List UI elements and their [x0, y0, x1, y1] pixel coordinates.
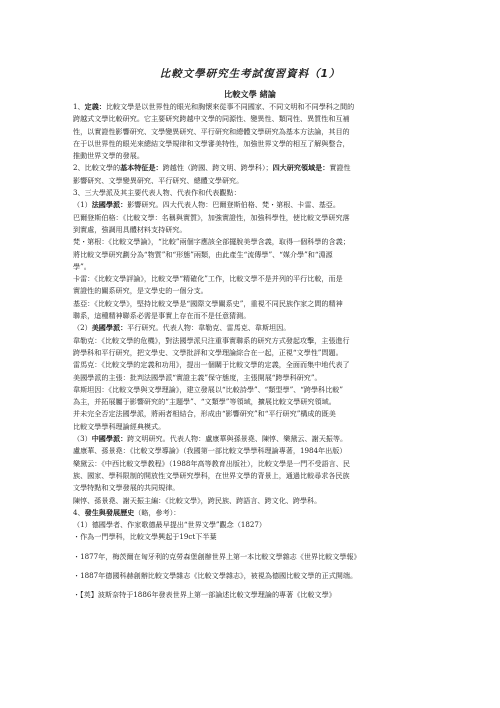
text-segment: 跨學科和平行研究，把文學史、文學批評和文學理論綜合在一起，正視“文學性”問題。: [73, 347, 343, 357]
text-line: [73, 126, 438, 138]
text-line: [73, 212, 438, 224]
text-line: [73, 249, 438, 261]
text-segment: 比較文學學科理論經典模式。: [73, 421, 166, 431]
text-line: [73, 384, 438, 396]
text-segment: 4、: [73, 507, 85, 517]
text-segment: 跨越性（跨國、跨文明、跨學科）；: [162, 163, 273, 173]
document-body: [73, 101, 438, 602]
text-line: [73, 322, 438, 334]
text-line: [73, 482, 438, 494]
text-segment: ・1877年，梅茨爾在匈牙利的克勞森堡創辦世界上第一本比較文學雜志《世界比較文學報》: [73, 551, 361, 561]
text-line: [73, 589, 438, 601]
text-segment: 在于以世界性的眼光來總結文學規律和文學審美特性，加強世界文學的相互了解與整合，: [73, 138, 350, 148]
text-segment: ・1887年德國科赫創辦比較文學雜志《比較文學雜志》，被視為德國比較文學的正式開端。: [73, 570, 358, 580]
section-heading: 比較文學 緒論: [224, 89, 276, 99]
text-segment: （略，參考）：: [134, 507, 181, 517]
text-line: [73, 470, 438, 482]
text-segment: 學”。: [73, 261, 91, 271]
text-segment: 影響研究。四大代表人物：巴爾登斯伯格、梵・第根、卡雷、基亞。: [127, 200, 340, 210]
text-line: [73, 445, 438, 457]
text-segment: 為主，并拓展屬于影響研究的“主題學”、“文類學”等領域，擴展比較文學研究領域。: [73, 397, 336, 407]
text-segment: 跨越式文學比較研究。它主要研究跨越中文學的同源性、變異性、類同性、異質性和互補: [73, 114, 350, 124]
text-line: [73, 310, 438, 322]
text-line: [73, 347, 438, 359]
text-segment: ・作為一門學科，比較文學興起于19ct下半葉: [73, 532, 217, 542]
bold-term: 中國學派：: [91, 434, 128, 444]
text-segment: 并未完全否定法國學派，將兩者相結合，形成由“影響研究”和“平行研究”構成的既美: [73, 409, 336, 419]
text-segment: 雷馬克：《比較文學的定義和功用》，提出一個關于比較文學的定義，全面而集中地代表了: [73, 360, 350, 370]
document-title: 比較文學研究生考試復習資料（1）: [159, 68, 341, 80]
text-line: [73, 372, 438, 384]
text-line: [73, 224, 438, 236]
text-line: [73, 507, 438, 519]
text-segment: ・【英】波斯奈特于1886年發表世界上第一部論述比較文學理論的專著《比較文學》: [73, 590, 336, 600]
text-line: [73, 199, 438, 211]
text-segment: （1）德國學者、作家歌德最早提出“世界文學”觀念（1827）: [73, 520, 266, 530]
text-line: [73, 162, 438, 174]
text-segment: 實證性: [329, 163, 351, 173]
text-segment: 2、比較文學的: [73, 163, 121, 173]
bold-term: 美國學派：: [91, 323, 128, 333]
text-segment: 韋勒克：《比較文學的危機》，對法國學派只注重事實聯系的研究方式發起攻擊，主張進行: [73, 335, 350, 345]
text-segment: 將比較文學研究劃分為“物質”和“形態”兩類，由此產生“流傳學”、“媒介學”和“淵源: [73, 249, 333, 259]
text-segment: 性，以實證性影響研究、文學變異研究、平行研究和總體文學研究為基本方法論，其目的: [73, 126, 350, 136]
text-segment: 韋斯坦因：《比較文學與文學理論》，建立發展以“比較詩學”、“類型學”、“跨學科比較”: [73, 384, 344, 394]
text-line: [73, 261, 438, 273]
text-segment: 卡雷：《比較文學評論》，比較文學“精確化”工作，比較文學不是并列的平行比較，而是: [73, 274, 343, 284]
text-segment: （3）: [73, 434, 92, 444]
text-line: [73, 531, 438, 543]
text-segment: 盧康華、孫景堯：《比較文學導論》（我國第一部比較文學學科理論專著，1984年出版）: [73, 446, 347, 456]
text-segment: 陳惇、孫景堯、謝天振主編：《比較文學》，跨民族、跨語言、跨文化、跨學科。: [73, 495, 322, 505]
text-line: [73, 519, 438, 531]
text-segment: 平行研究。代表人物：韋勒克、雷馬克、韋斯坦因。: [127, 323, 291, 333]
bold-term: 發生與發展歷史: [84, 507, 135, 517]
bold-term: 基本特征是：: [120, 163, 163, 173]
text-segment: 到實處，強調用具體材料支持研究。: [73, 224, 187, 234]
text-line: [73, 187, 438, 199]
text-line: [73, 236, 438, 248]
text-line: [73, 458, 438, 470]
text-line: [73, 138, 438, 150]
text-segment: 梵・第根：《比較文學論》，“比較”兩個字應該全部擺脫美學含義，取得一個科學的含義；: [73, 237, 350, 247]
text-line: [73, 113, 438, 125]
text-segment: 推動世界文學的發展。: [73, 151, 144, 161]
text-segment: 基亞：《比較文學》，堅持比較文學是“國際文學關系史”，重視不同民族作家之間的精神: [73, 298, 343, 308]
text-segment: 實證性的關系研究，是文學史的一個分支。: [73, 286, 208, 296]
bold-term: 法國學派：: [91, 200, 128, 210]
bold-term: 四大研究領域是：: [272, 163, 330, 173]
text-segment: 3、三大學派及其主要代表人物、代表作和代表觀點：: [73, 188, 241, 198]
bold-term: 定義：: [84, 102, 106, 111]
text-line: [73, 396, 438, 408]
text-segment: 美國學派的主張：批判法國學派“實證主義”保守態度，主張開展“跨學科研究”。: [73, 372, 322, 382]
text-segment: 聯系，這種精神聯系必需是事實上存在而不是任意猜測。: [73, 311, 251, 321]
text-line: [73, 335, 438, 347]
text-line: [73, 421, 438, 433]
text-segment: 文學特點和文學發展的共同規律。: [73, 483, 180, 493]
text-segment: 影響研究、文學變異研究、平行研究、總體文學研究。: [73, 175, 244, 185]
text-segment: （2）: [73, 323, 92, 333]
text-line: [73, 101, 438, 113]
text-line: [73, 150, 438, 162]
text-line: [73, 285, 438, 297]
text-line: [73, 433, 438, 445]
text-line: [73, 359, 438, 371]
text-line: [73, 551, 438, 563]
text-segment: 樂黛云：《中西比較文學教程》（1988年高等教育出版社），比較文學是一門不受語言、民: [73, 458, 350, 468]
text-line: [73, 298, 438, 310]
text-line: [73, 408, 438, 420]
text-segment: 巴爾登斯伯格：《比較文學：名稱與實質》，加強實證性，加強科學性，使比較文學研究落: [73, 212, 350, 222]
text-line: [73, 570, 438, 582]
text-line: [73, 273, 438, 285]
text-segment: 族、國家、學科限制的開放性文學研究學科，在世界文學的背景上，通過比較尋求各民族: [73, 470, 350, 480]
text-segment: 跨文明研究。代表人物：盧康華與孫景堯、陳惇、樂黛云、謝天振等。: [127, 434, 348, 444]
text-line: [73, 495, 438, 507]
text-segment: 比較文學是以世界性的眼光和胸懷來從事不同國家、不同文明和不同學科之間的: [105, 102, 355, 111]
text-segment: （1）: [73, 200, 92, 210]
text-line: [73, 175, 438, 187]
text-segment: 1、: [73, 102, 85, 111]
